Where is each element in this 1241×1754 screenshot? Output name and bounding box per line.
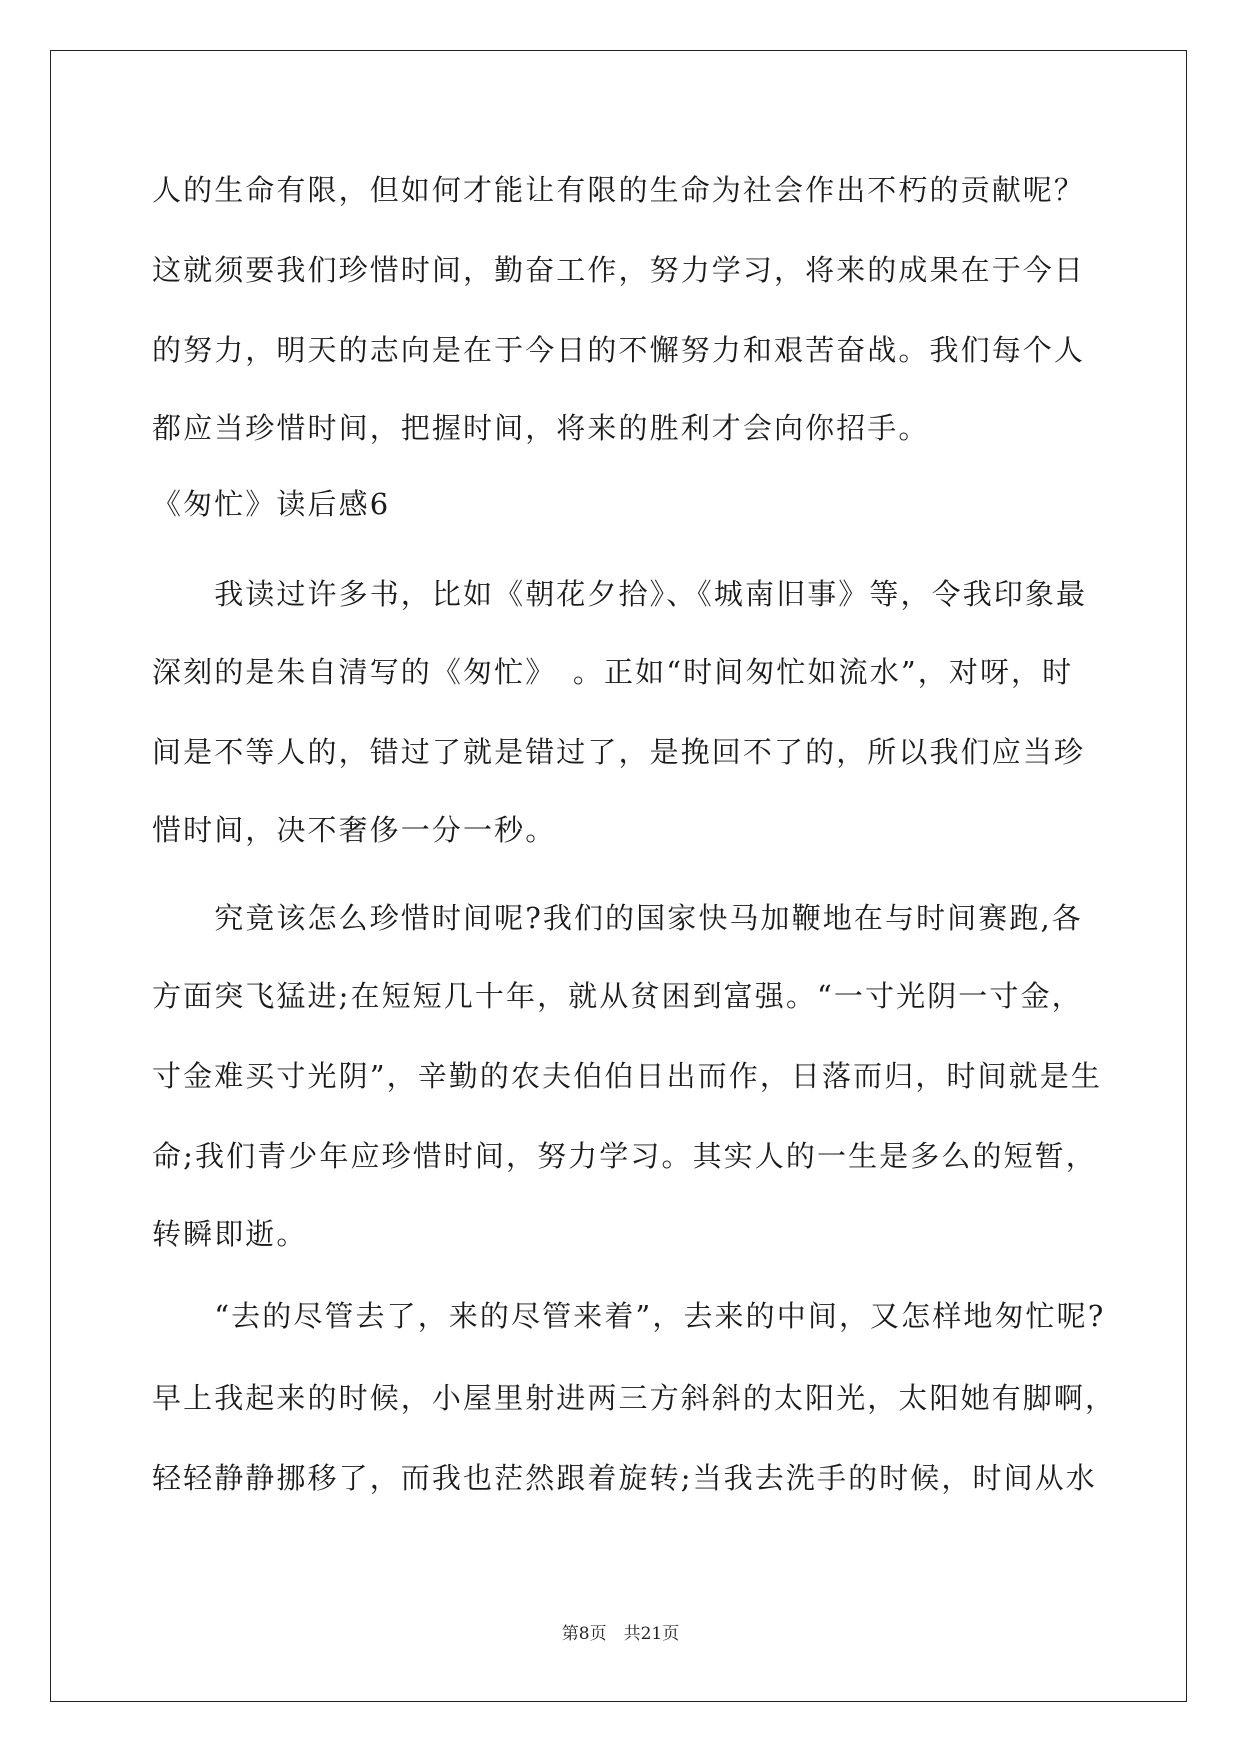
body-text-line: 的努力，明天的志向是在于今日的不懈努力和艰苦奋战。我们每个人: [152, 333, 1086, 367]
body-text-line: 惜时间，决不奢侈一分一秒。: [152, 813, 557, 847]
page-border: [50, 50, 1187, 1702]
body-text-line: 轻轻静静挪移了，而我也茫然跟着旋转;当我去洗手的时候，时间从水: [152, 1461, 1097, 1495]
body-text-line: 间是不等人的，错过了就是错过了，是挽回不了的，所以我们应当珍: [152, 735, 1086, 769]
body-text-line: 这就须要我们珍惜时间，勤奋工作，努力学习，将来的成果在于今日: [152, 253, 1086, 287]
body-text-line: 早上我起来的时候，小屋里射进两三方斜斜的太阳光，太阳她有脚啊，: [152, 1381, 1117, 1415]
body-text-line: 都应当珍惜时间，把握时间，将来的胜利才会向你招手。: [152, 411, 930, 445]
page-number-footer: 第8页 共21页: [561, 1624, 680, 1644]
body-text-line: 究竟该怎么珍惜时间呢?我们的国家快马加鞭地在与时间赛跑,各: [152, 901, 1083, 935]
body-text-line: 命;我们青少年应珍惜时间，努力学习。其实人的一生是多么的短暂，: [152, 1139, 1097, 1173]
body-text-line: 寸金难买寸光阴”，辛勤的农夫伯伯日出而作，日落而归，时间就是生: [152, 1059, 1102, 1093]
body-text-line: 转瞬即逝。: [152, 1217, 308, 1251]
body-text-line: 人的生命有限，但如何才能让有限的生命为社会作出不朽的贡献呢？: [152, 173, 1086, 207]
body-text-line: 方面突飞猛进;在短短几十年，就从贫困到富强。“一寸光阴一寸金，: [152, 979, 1083, 1013]
body-text-line: 深刻的是朱自清写的《匆忙》 。正如“时间匆忙如流水”，对呀，时: [152, 655, 1074, 689]
section-heading: 《匆忙》读后感6: [152, 487, 391, 521]
body-text-line: 我读过许多书，比如《朝花夕拾》、《城南旧事》等，令我印象最: [152, 577, 1088, 611]
body-text-line: “去的尽管去了，来的尽管来着”，去来的中间，又怎样地匆忙呢?: [152, 1299, 1106, 1333]
